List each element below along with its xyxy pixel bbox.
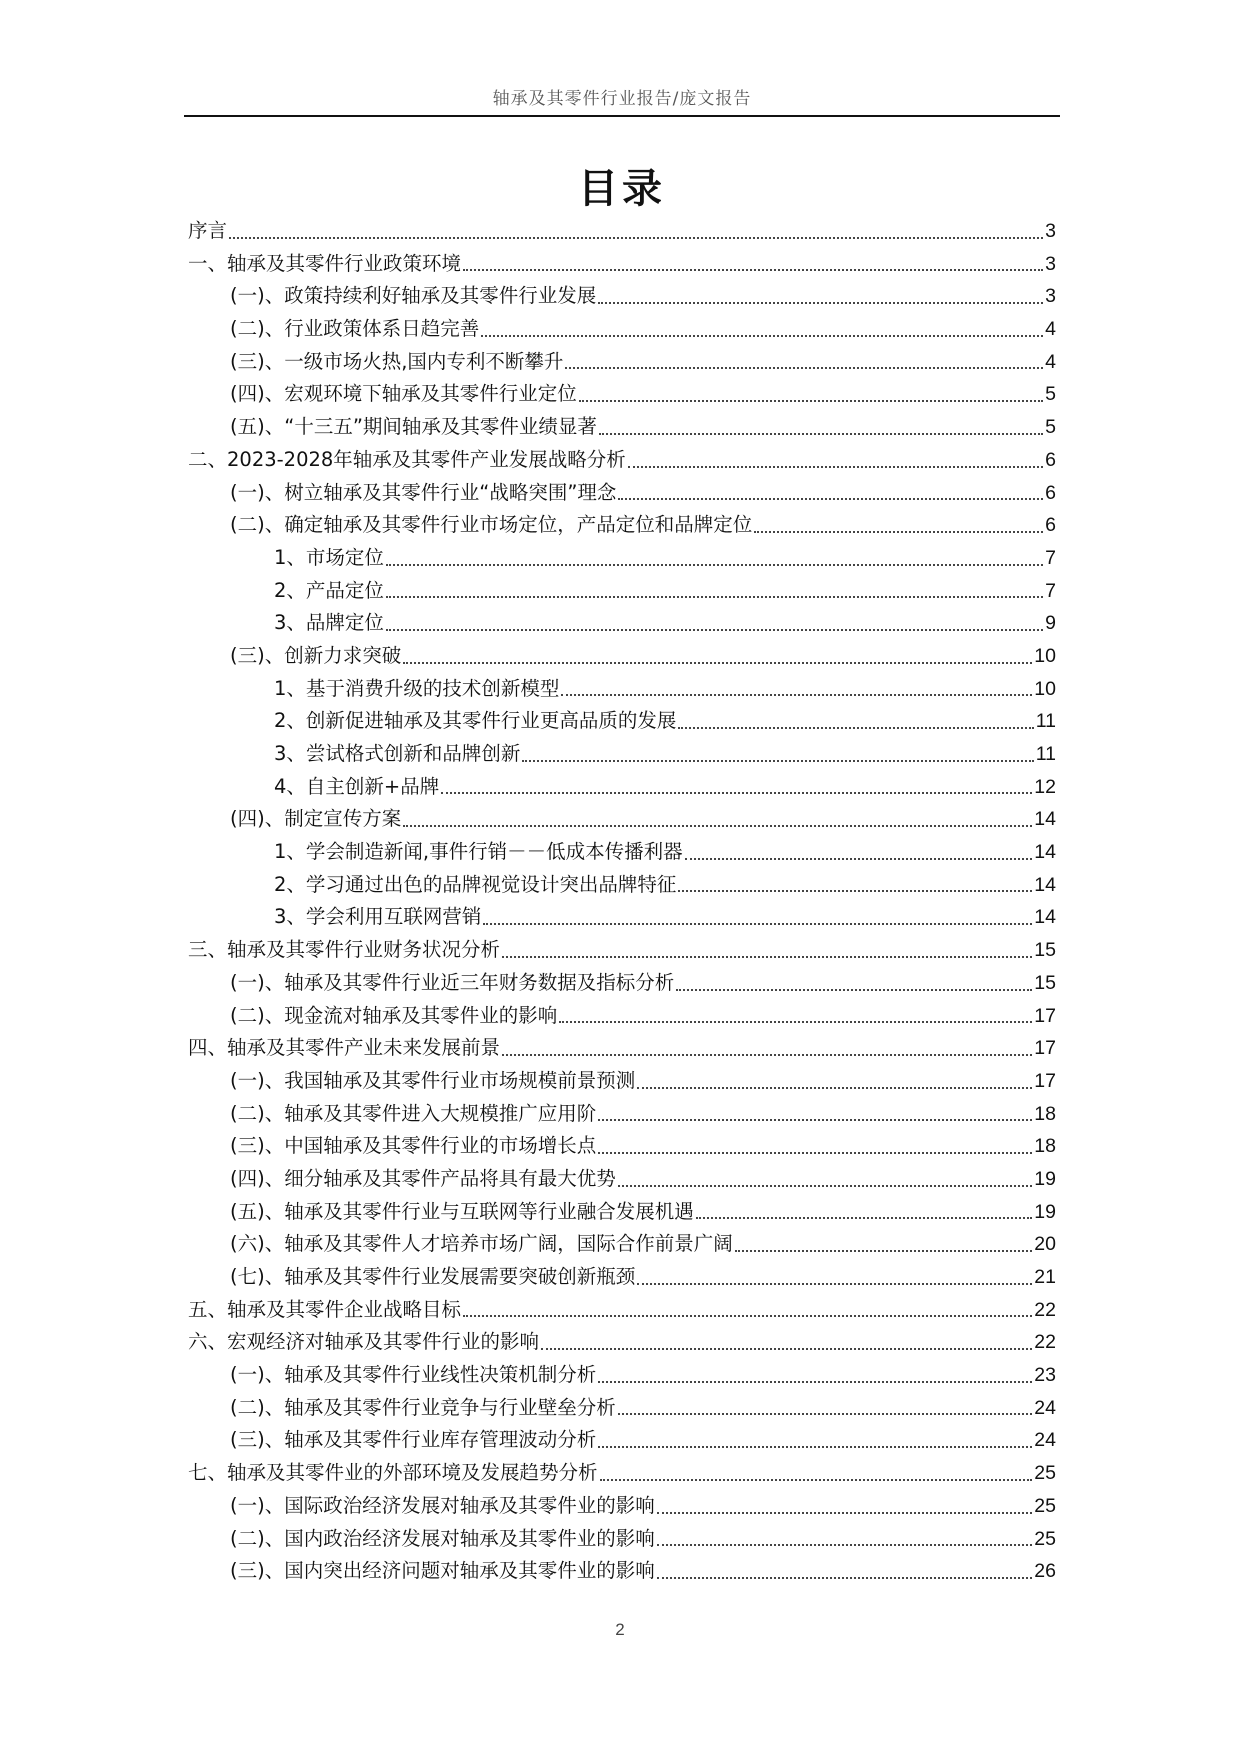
toc-entry-title: 1、基于消费升级的技术创新模型 (274, 676, 560, 700)
toc-dot-leader (561, 693, 1032, 696)
toc-dot-leader (598, 1380, 1032, 1383)
toc-entry-page: 23 (1034, 1364, 1056, 1387)
toc-dot-leader (628, 465, 1043, 468)
toc-dot-leader (599, 432, 1043, 435)
toc-dot-leader (657, 1576, 1033, 1579)
toc-entry[interactable] (188, 215, 1056, 248)
toc-entry[interactable] (188, 1457, 1056, 1490)
toc-entry-title: (五)、轴承及其零件行业与互联网等行业融合发展机遇 (230, 1199, 694, 1223)
toc-entry-title: 四、轴承及其零件产业未来发展前景 (188, 1036, 501, 1060)
toc-entry-page: 24 (1034, 1429, 1056, 1452)
toc-entry[interactable] (188, 705, 1056, 738)
toc-entry-page: 14 (1034, 906, 1056, 929)
toc-dot-leader (618, 1184, 1033, 1187)
table-of-contents (188, 215, 1056, 1588)
toc-dot-leader (403, 824, 1032, 827)
toc-entry-page: 9 (1045, 612, 1056, 635)
toc-dot-leader (676, 988, 1032, 991)
toc-entry-page: 25 (1034, 1462, 1056, 1485)
toc-entry-title: 五、轴承及其零件企业战略目标 (188, 1297, 462, 1321)
toc-entry-title: 3、品牌定位 (274, 611, 384, 635)
toc-entry-title: 2、产品定位 (274, 578, 384, 602)
toc-entry-page: 14 (1034, 873, 1056, 896)
toc-dot-leader (637, 1282, 1032, 1285)
toc-dot-leader (657, 1511, 1033, 1514)
toc-dot-leader (637, 1086, 1032, 1089)
toc-entry[interactable] (188, 1163, 1056, 1196)
toc-entry-title: 3、学会利用互联网营销 (274, 905, 482, 929)
toc-entry[interactable] (188, 346, 1056, 379)
toc-entry-page: 10 (1034, 644, 1056, 667)
toc-entry-page: 6 (1045, 514, 1056, 537)
toc-entry[interactable] (188, 869, 1056, 902)
toc-entry[interactable] (188, 444, 1056, 477)
toc-entry-page: 3 (1045, 252, 1056, 275)
toc-entry-page: 19 (1034, 1200, 1056, 1223)
toc-entry[interactable] (188, 1523, 1056, 1556)
toc-dot-leader (483, 922, 1032, 925)
toc-entry-page: 11 (1035, 743, 1056, 765)
toc-entry-page: 7 (1045, 546, 1056, 569)
toc-entry[interactable] (188, 1326, 1056, 1359)
toc-entry-title: (一)、我国轴承及其零件行业市场规模前景预测 (230, 1068, 636, 1092)
toc-dot-leader (657, 1543, 1033, 1546)
toc-entry-page: 22 (1034, 1331, 1056, 1354)
toc-entry-page: 11 (1035, 710, 1056, 733)
toc-entry-title: (二)、国内政治经济发展对轴承及其零件业的影响 (230, 1526, 655, 1550)
toc-entry-title: 2、学习通过出色的品牌视觉设计突出品牌特征 (274, 872, 677, 896)
toc-entry-title: (一)、政策持续利好轴承及其零件行业发展 (230, 284, 597, 308)
toc-entry-title: (三)、创新力求突破 (230, 643, 402, 667)
toc-entry[interactable] (188, 477, 1056, 510)
toc-entry-title: (四)、制定宣传方案 (230, 807, 402, 831)
toc-entry-page: 7 (1045, 579, 1056, 602)
toc-dot-leader (229, 236, 1043, 239)
toc-entry-title: (三)、中国轴承及其零件行业的市场增长点 (230, 1134, 597, 1158)
toc-entry-title: (四)、细分轴承及其零件产品将具有最大优势 (230, 1166, 616, 1190)
toc-entry-title: (六)、轴承及其零件人才培养市场广阔，国际合作前景广阔 (230, 1232, 733, 1256)
toc-entry-title: 3、尝试格式创新和品牌创新 (274, 742, 521, 765)
toc-entry[interactable] (188, 836, 1056, 869)
running-header: 轴承及其零件行业报告/庞文报告 (492, 89, 752, 109)
toc-dot-leader (579, 399, 1043, 402)
toc-dot-leader (685, 857, 1033, 860)
page-title: 目录 (578, 166, 666, 212)
toc-dot-leader (541, 1347, 1032, 1350)
toc-entry[interactable] (188, 1490, 1056, 1523)
toc-entry-page: 12 (1034, 775, 1056, 798)
toc-entry[interactable] (188, 1261, 1056, 1294)
toc-entry-page: 4 (1045, 350, 1056, 373)
toc-entry-page: 5 (1045, 416, 1056, 439)
toc-entry[interactable] (188, 673, 1056, 706)
toc-entry-title: 4、自主创新+品牌 (274, 774, 440, 798)
toc-dot-leader (600, 1478, 1033, 1481)
toc-entry[interactable] (188, 1130, 1056, 1163)
toc-entry-title: (三)、一级市场火热,国内专利不断攀升 (230, 349, 564, 373)
toc-entry-page: 14 (1034, 808, 1056, 831)
toc-entry-title: 六、宏观经济对轴承及其零件行业的影响 (188, 1330, 540, 1354)
toc-entry-title: (三)、国内突出经济问题对轴承及其零件业的影响 (230, 1559, 655, 1583)
toc-entry[interactable] (188, 411, 1056, 444)
toc-entry[interactable] (188, 967, 1056, 1000)
toc-entry-page: 18 (1034, 1102, 1056, 1125)
toc-entry-title: (七)、轴承及其零件行业发展需要突破创新瓶颈 (230, 1265, 636, 1288)
toc-dot-leader (386, 563, 1043, 566)
toc-entry[interactable] (188, 640, 1056, 673)
toc-entry-page: 25 (1034, 1527, 1056, 1550)
toc-entry-page: 10 (1034, 677, 1056, 700)
toc-entry[interactable] (188, 1196, 1056, 1229)
toc-entry[interactable] (188, 1098, 1056, 1131)
toc-entry-page: 24 (1034, 1396, 1056, 1419)
toc-dot-leader (463, 1314, 1032, 1317)
toc-dot-leader (598, 1445, 1032, 1448)
toc-entry[interactable] (188, 509, 1056, 542)
toc-entry[interactable] (188, 738, 1056, 771)
toc-entry[interactable] (188, 1065, 1056, 1098)
toc-entry-title: (一)、树立轴承及其零件行业“战略突围”理念 (230, 480, 617, 504)
toc-entry-title: (一)、轴承及其零件行业线性决策机制分析 (230, 1363, 597, 1387)
toc-dot-leader (386, 595, 1043, 598)
toc-entry-title: (二)、行业政策体系日趋完善 (230, 317, 480, 341)
toc-dot-leader (678, 889, 1032, 892)
toc-dot-leader (441, 791, 1032, 794)
toc-entry-page: 21 (1034, 1266, 1056, 1288)
toc-dot-leader (463, 268, 1043, 271)
toc-entry-title: 1、学会制造新闻,事件行销－－低成本传播利器 (274, 840, 683, 864)
toc-entry-page: 6 (1045, 448, 1056, 471)
toc-entry-title: (一)、国际政治经济发展对轴承及其零件业的影响 (230, 1493, 655, 1517)
toc-dot-leader (598, 1118, 1032, 1121)
toc-entry-title: 一、轴承及其零件行业政策环境 (188, 251, 462, 275)
toc-dot-leader (678, 726, 1033, 729)
toc-entry-page: 17 (1034, 1004, 1056, 1027)
toc-entry[interactable] (188, 901, 1056, 934)
toc-entry-title: 三、轴承及其零件行业财务状况分析 (188, 938, 501, 962)
toc-entry-title: 2、创新促进轴承及其零件行业更高品质的发展 (274, 709, 677, 733)
toc-entry[interactable] (188, 607, 1056, 640)
toc-entry-title: (二)、轴承及其零件进入大规模推广应用阶 (230, 1101, 597, 1125)
toc-entry[interactable] (188, 1424, 1056, 1457)
toc-entry-page: 17 (1034, 1069, 1056, 1092)
toc-entry-page: 17 (1034, 1037, 1056, 1060)
toc-entry[interactable] (188, 1555, 1056, 1588)
toc-entry-page: 4 (1045, 318, 1056, 341)
toc-dot-leader (481, 334, 1043, 337)
toc-dot-leader (386, 628, 1043, 631)
toc-entry[interactable] (188, 934, 1056, 967)
toc-dot-leader (598, 1151, 1032, 1154)
toc-entry-page: 5 (1045, 383, 1056, 406)
toc-entry[interactable] (188, 1228, 1056, 1261)
toc-entry[interactable] (188, 803, 1056, 836)
toc-entry-page: 3 (1045, 220, 1056, 242)
toc-entry[interactable] (188, 1032, 1056, 1065)
toc-dot-leader (565, 366, 1043, 369)
toc-dot-leader (598, 301, 1043, 304)
toc-entry[interactable] (188, 313, 1056, 346)
toc-entry[interactable] (188, 1294, 1056, 1327)
toc-dot-leader (618, 497, 1043, 500)
toc-entry[interactable] (188, 1359, 1056, 1392)
toc-entry-title: (二)、确定轴承及其零件行业市场定位，产品定位和品牌定位 (230, 513, 753, 537)
toc-entry-page: 3 (1045, 285, 1056, 308)
toc-dot-leader (522, 759, 1033, 762)
toc-dot-leader (754, 530, 1043, 533)
toc-entry-page: 18 (1034, 1135, 1056, 1158)
toc-entry[interactable] (188, 542, 1056, 575)
toc-dot-leader (618, 1412, 1033, 1415)
toc-entry-title: 序言 (188, 219, 228, 242)
toc-dot-leader (502, 1053, 1032, 1056)
toc-entry[interactable] (188, 575, 1056, 608)
toc-entry[interactable] (188, 248, 1056, 281)
toc-dot-leader (403, 661, 1032, 664)
toc-dot-leader (735, 1249, 1033, 1252)
toc-entry[interactable] (188, 1000, 1056, 1033)
header-rule (184, 115, 1060, 117)
toc-entry[interactable] (188, 378, 1056, 411)
toc-entry-title: (二)、现金流对轴承及其零件业的影响 (230, 1003, 558, 1027)
toc-entry-page: 26 (1034, 1560, 1056, 1583)
toc-entry-title: (一)、轴承及其零件行业近三年财务数据及指标分析 (230, 970, 675, 994)
toc-entry[interactable] (188, 280, 1056, 313)
toc-entry-title: 七、轴承及其零件业的外部环境及发展趋势分析 (188, 1461, 598, 1485)
toc-entry-page: 14 (1034, 841, 1056, 864)
toc-entry-title: 1、市场定位 (274, 545, 384, 569)
toc-dot-leader (502, 955, 1032, 958)
toc-entry-title: (五)、“十三五”期间轴承及其零件业绩显著 (230, 415, 597, 439)
toc-entry-page: 22 (1034, 1298, 1056, 1321)
page-number: 2 (615, 1620, 625, 1639)
toc-dot-leader (559, 1020, 1032, 1023)
toc-entry-page: 15 (1034, 939, 1056, 962)
toc-entry[interactable] (188, 771, 1056, 804)
toc-entry-page: 15 (1034, 971, 1056, 994)
toc-entry-page: 6 (1045, 481, 1056, 504)
toc-entry-page: 25 (1034, 1494, 1056, 1517)
toc-entry-page: 19 (1034, 1167, 1056, 1190)
toc-entry-title: (四)、宏观环境下轴承及其零件行业定位 (230, 382, 577, 406)
toc-entry-title: 二、2023-2028年轴承及其零件产业发展战略分析 (188, 447, 626, 471)
toc-dot-leader (696, 1216, 1033, 1219)
toc-entry-page: 20 (1034, 1233, 1056, 1256)
toc-entry-title: (三)、轴承及其零件行业库存管理波动分析 (230, 1428, 597, 1452)
toc-entry[interactable] (188, 1392, 1056, 1425)
toc-entry-title: (二)、轴承及其零件行业竞争与行业壁垒分析 (230, 1395, 616, 1419)
